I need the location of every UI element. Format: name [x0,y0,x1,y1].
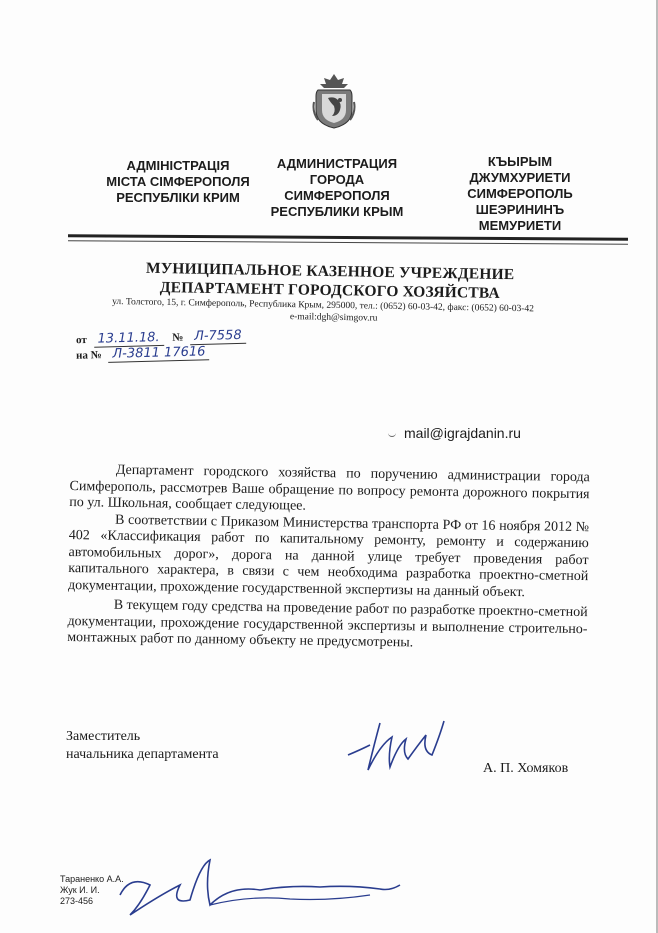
crimea-coat-of-arms-icon [312,72,356,130]
header-ru-line: РЕСПУБЛИКИ КРЫМ [270,204,404,219]
header-crimean-tatar [440,154,600,234]
header-russian [262,156,412,220]
number-label: № [172,331,184,344]
address-text: ул. Толстого, 15, г. Симферополь, Республика Крым, 295000, тел.: (0652) 60-03-42, факс: (0652) 60-03-42 [112,296,535,315]
header-ukrainian [78,158,278,206]
header-divider-thin [68,240,628,244]
header-ru-line: СИМФЕРОПОЛЯ [284,188,390,203]
body-paragraph: Департамент городского хозяйства по поручению администрации города Симферополь, рассмотрев Ваше обращение по вопросу ремонта дорожного покрытия по ул. Школьная, сообщает следующее. [69,462,590,514]
executor-signature-icon [110,855,410,930]
header-ua-line: МІСТА СІМФЕРОПОЛЯ [106,174,250,189]
signature-icon [340,715,450,785]
registration-ref [76,344,210,362]
recipient-email [388,425,521,441]
header-cr-line: ШЕЭРИНИНЪ [475,202,565,217]
header-ua-line: РЕСПУБЛІКИ КРИМ [116,190,240,205]
header-cr-line: СИМФЕРОПОЛЬ [467,186,573,201]
signer-role [66,728,219,764]
signer-role-line2: начальника департамента [66,747,219,762]
executor-line: Тараненко А.А. [60,874,124,884]
header-ru-line: АДМИНИСТРАЦИЯ [276,156,398,171]
department-email: e-mail:dgh@simgov.ru [289,312,378,324]
header-ru-line: ГОРОДА [309,172,365,187]
department-line2: ДЕПАРТАМЕНТ ГОРОДСКОГО ХОЗЯЙСТВА [159,279,500,302]
signer-role-line1: Заместитель [66,729,141,744]
from-date: 13.11.18. [93,330,163,348]
executors [60,874,124,907]
signer-name: А. П. Хомяков [483,761,569,776]
header-divider-thick [68,234,628,240]
bullet-icon [388,432,396,437]
executor-phone: 273-456 [60,896,94,906]
from-label: от [75,333,87,347]
executor-line: Жук И. И. [60,885,100,895]
body-paragraph: В соответствии с Приказом Министерства транспорта РФ от 16 ноября 2012 № 402 «Классификация работ по капитальному ремонту, ремонту и содержанию автомобильных дорог», дорога на данной улице требует проведения работ капитального характера, в связи с чем необходима разработка проектно-сметной документации, прохождение государственной экспертизы на данный объект. [67,512,590,600]
outgoing-number: Л-7558 [190,328,246,345]
registration-from [76,328,246,347]
ref-label: на № [75,349,102,362]
recipient-address: mail@igrajdanin.ru [404,425,521,441]
header-cr-line: МЕМУРИЕТИ [478,218,562,233]
body-paragraph: В текущем году средства на проведение работ по разработке проектно-сметной документации, прохождение государственной экспертизы и выполнение строительно-монтажных работ по данному объекту не предусмотрены. [67,597,588,651]
letter-body [67,462,590,655]
ref-number: Л-3811 17616 [108,344,209,363]
header-cr-line: ДЖУМХУРИЕТИ [469,170,571,185]
header-cr-line: КЪЫРЫМ [487,154,553,169]
department-line1: МУНИЦИПАЛЬНОЕ КАЗЕННОЕ УЧРЕЖДЕНИЕ [145,259,515,284]
header-ua-line: АДМІНІСТРАЦІЯ [126,158,230,173]
